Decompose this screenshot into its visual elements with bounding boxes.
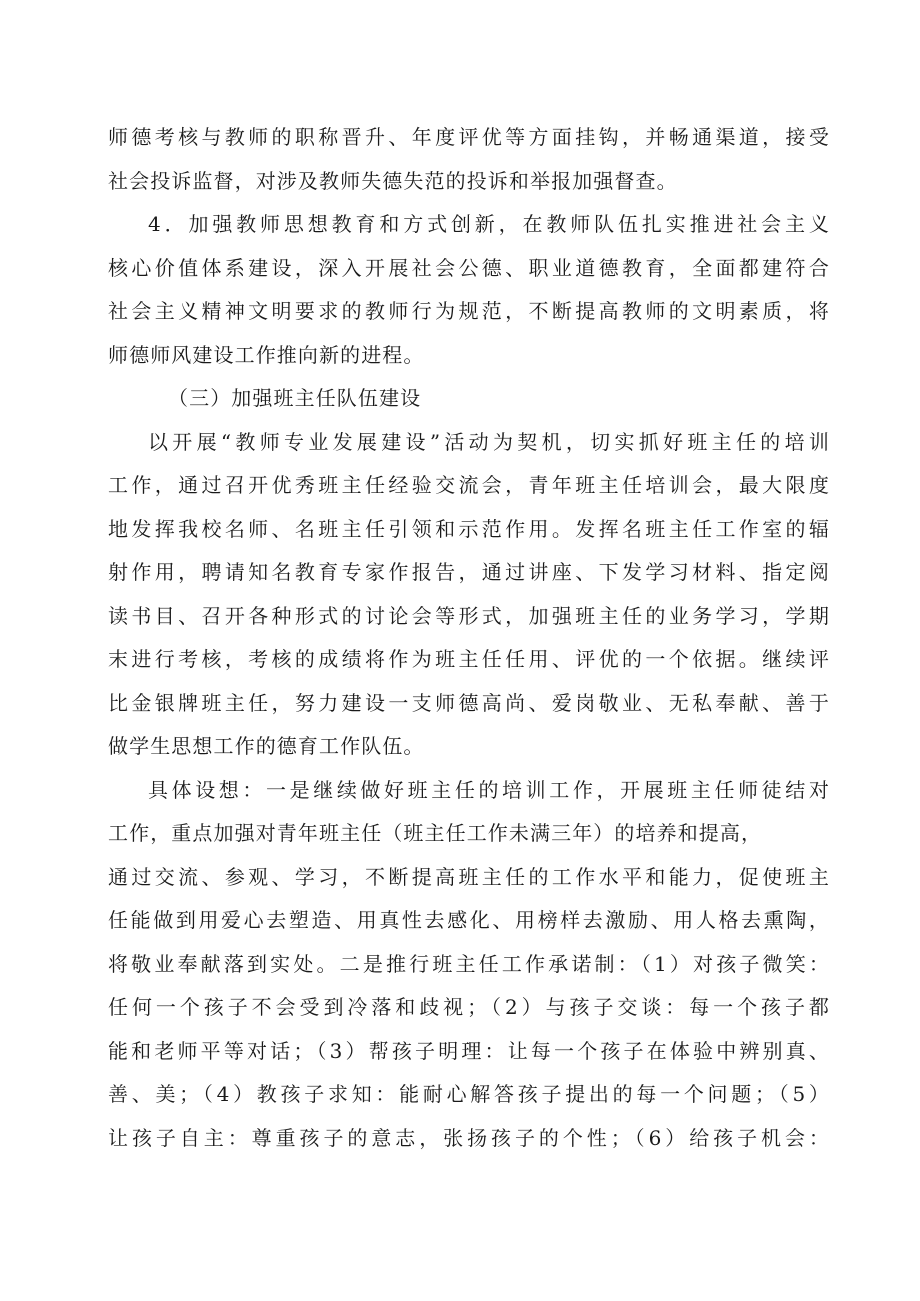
document-body bbox=[108, 116, 830, 1160]
text-line: 做学生思想工作的德育工作队伍。 bbox=[108, 734, 425, 758]
text-line: 将敬业奉献落到实处。二是推行班主任工作承诺制：（1）对孩子微笑： bbox=[108, 951, 830, 976]
text-line: 社会主义精神文明要求的教师行为规范，不断提高教师的文明素质，将 bbox=[108, 299, 830, 323]
text-line: 工作，重点加强对青年班主任（班主任工作未满三年）的培养和提高， bbox=[108, 821, 763, 845]
text-line: 末进行考核，考核的成绩将作为班主任任用、评优的一个依据。继续评 bbox=[108, 647, 830, 671]
text-line: 能和老师平等对话；（3）帮孩子明理：让每一个孩子在体验中辨别真、 bbox=[108, 1038, 830, 1063]
section-heading: （三）加强班主任队伍建设 bbox=[168, 386, 422, 410]
text-line: 师德师风建设工作推向新的进程。 bbox=[108, 342, 425, 367]
text-line: 核心价值体系建设，深入开展社会公德、职业道德教育，全面都建符合 bbox=[108, 255, 830, 280]
text-line: 以开展“教师专业发展建设”活动为契机，切实抓好班主任的培训 bbox=[148, 429, 830, 454]
text-line: 任何一个孩子不会受到冷落和歧视；（2）与孩子交谈：每一个孩子都 bbox=[108, 995, 830, 1019]
text-line: 社会投诉监督，对涉及教师失德失范的投诉和举报加强督查。 bbox=[108, 168, 678, 193]
text-line: 善、美；（4）教孩子求知：能耐心解答孩子提出的每一个问题；（5） bbox=[108, 1082, 830, 1106]
text-line: 具体设想：一是继续做好班主任的培训工作，开展班主任师徒结对 bbox=[148, 777, 830, 802]
text-line: 地发挥我校名师、名班主任引领和示范作用。发挥名班主任工作室的辐 bbox=[108, 516, 830, 541]
text-line: 4．加强教师思想教育和方式创新，在教师队伍扎实推进社会主义 bbox=[148, 212, 830, 236]
text-line: 射作用，聘请知名教育专家作报告，通过讲座、下发学习材料、指定阅 bbox=[108, 560, 830, 584]
text-line: 任能做到用爱心去塑造、用真性去感化、用榜样去激励、用人格去熏陶， bbox=[108, 908, 830, 932]
text-line: 让孩子自主：尊重孩子的意志，张扬孩子的个性；（6）给孩子机会： bbox=[108, 1125, 830, 1150]
text-line: 读书目、召开各种形式的讨论会等形式，加强班主任的业务学习，学期 bbox=[108, 603, 830, 628]
text-line: 比金银牌班主任，努力建设一支师德高尚、爱岗敬业、无私奉献、善于 bbox=[108, 690, 830, 715]
text-line: 通过交流、参观、学习，不断提高班主任的工作水平和能力，促使班主 bbox=[108, 864, 830, 889]
text-line: 工作，通过召开优秀班主任经验交流会，青年班主任培训会，最大限度 bbox=[108, 473, 830, 497]
text-line: 师德考核与教师的职称晋升、年度评优等方面挂钩，并畅通渠道，接受 bbox=[108, 125, 830, 149]
